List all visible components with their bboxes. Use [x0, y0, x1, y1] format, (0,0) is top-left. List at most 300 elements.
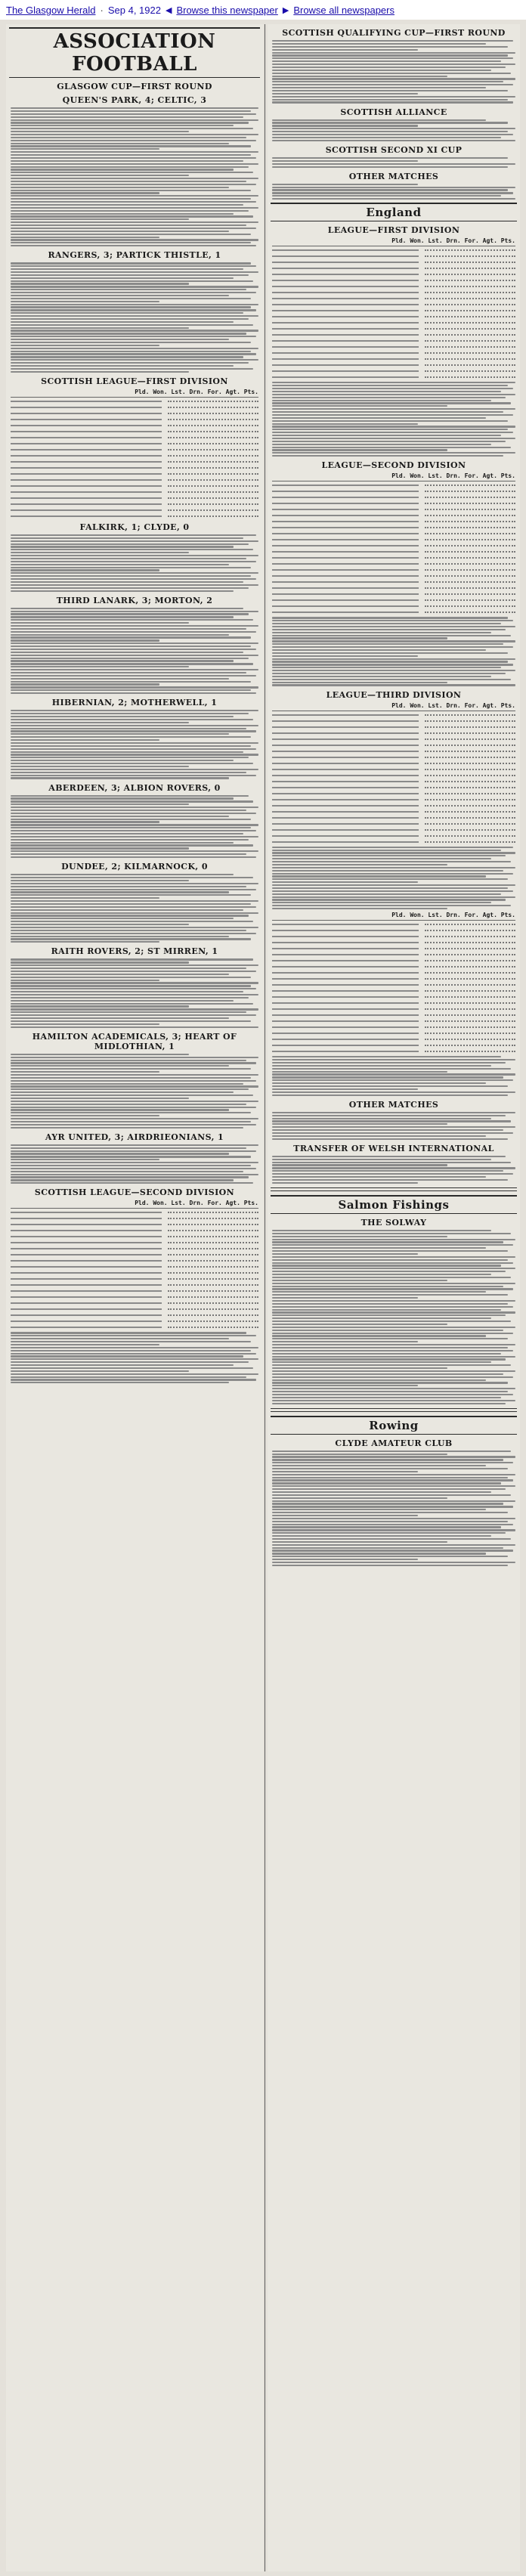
- team-name-line: [272, 521, 419, 522]
- text-line: [11, 757, 249, 758]
- team-name-line: [11, 413, 162, 414]
- newspaper-page: [0, 20, 526, 2576]
- text-line: [272, 1529, 515, 1531]
- text-line: [272, 1271, 506, 1272]
- article-text: [11, 107, 258, 246]
- text-line: [272, 1541, 447, 1543]
- text-line: [11, 1376, 246, 1378]
- stats-line: [425, 799, 515, 802]
- stats-line: [425, 262, 515, 265]
- text-line: [11, 742, 258, 744]
- table-row: [272, 265, 515, 271]
- text-line: [272, 1358, 506, 1360]
- text-line: [272, 1367, 447, 1369]
- text-line: [272, 84, 513, 85]
- stats-line: [425, 515, 515, 518]
- arrow-left-icon[interactable]: ◀: [165, 5, 172, 15]
- stats-line: [168, 1308, 258, 1311]
- stats-line: [168, 516, 258, 519]
- article-text: [11, 534, 258, 592]
- text-line: [11, 1077, 251, 1079]
- text-line: [11, 1182, 253, 1184]
- text-line: [11, 160, 243, 162]
- team-name-line: [272, 757, 419, 758]
- text-line: [272, 385, 508, 386]
- text-line: [272, 1286, 503, 1287]
- team-name-line: [272, 726, 419, 728]
- stats-line: [168, 449, 258, 452]
- table-row: [11, 428, 258, 434]
- team-name-line: [272, 581, 419, 583]
- team-name-line: [11, 1278, 162, 1280]
- team-name-line: [11, 1248, 162, 1249]
- table-row: [11, 1269, 258, 1275]
- text-line: [11, 239, 258, 240]
- table-row: [272, 993, 515, 999]
- table-row: [272, 808, 515, 814]
- stats-line: [425, 503, 515, 506]
- text-line: [272, 1477, 508, 1478]
- text-line: [11, 198, 251, 200]
- stats-line: [425, 960, 515, 963]
- text-line: [272, 1135, 486, 1137]
- team-name-line: [272, 793, 419, 794]
- text-line: [11, 558, 246, 559]
- table-row: [272, 590, 515, 596]
- text-line: [11, 1065, 229, 1067]
- text-line: [272, 1394, 513, 1395]
- text-line: [11, 292, 256, 293]
- table-row: [272, 355, 515, 361]
- table-heading: SCOTTISH LEAGUE—SECOND DIVISION: [34, 1187, 235, 1198]
- stats-line: [425, 593, 515, 596]
- table-row: [272, 307, 515, 313]
- text-line: [11, 1023, 159, 1025]
- text-line: [272, 67, 506, 68]
- text-line: [11, 1370, 189, 1372]
- stats-line: [425, 757, 515, 760]
- text-line: [11, 672, 246, 673]
- text-line: [11, 810, 246, 811]
- team-name-line: [11, 467, 162, 469]
- text-line: [272, 1538, 511, 1540]
- article-text: [11, 1332, 258, 1383]
- team-name-line: [11, 491, 162, 493]
- team-name-line: [272, 485, 419, 486]
- team-name-line: [272, 835, 419, 837]
- team-name-line: [11, 1296, 162, 1298]
- stats-line: [425, 292, 515, 295]
- stats-line: [168, 479, 258, 482]
- team-name-line: [272, 714, 419, 716]
- section-heading: HAMILTON ACADEMICALS, 3; HEART OF MIDLOTHIAN, 1: [32, 1031, 237, 1051]
- text-line: [11, 839, 249, 841]
- table-row: [272, 518, 515, 524]
- text-line: [272, 1120, 511, 1122]
- text-line: [11, 958, 253, 960]
- table-rows: [272, 246, 515, 379]
- table-row: [272, 729, 515, 735]
- text-line: [11, 1121, 251, 1122]
- table-row: [272, 711, 515, 717]
- article-text: [11, 1054, 258, 1129]
- stats-line: [168, 1242, 258, 1245]
- table-row: [272, 271, 515, 277]
- table-row: [272, 826, 515, 832]
- text-line: [272, 46, 508, 48]
- text-line: [11, 977, 251, 978]
- team-name-line: [272, 1014, 419, 1016]
- text-line: [11, 813, 256, 814]
- table-row: [272, 337, 515, 343]
- text-line: [272, 1262, 513, 1264]
- text-line: [11, 348, 258, 349]
- separator: ·: [100, 4, 104, 16]
- text-line: [11, 564, 229, 565]
- text-line: [272, 887, 508, 889]
- text-line: [272, 632, 491, 633]
- text-line: [272, 873, 513, 875]
- text-line: [272, 1294, 508, 1296]
- stats-line: [425, 996, 515, 999]
- team-name-line: [11, 1242, 162, 1243]
- article-text: [272, 1451, 515, 1566]
- team-name-line: [272, 364, 419, 366]
- text-line: [272, 1400, 515, 1401]
- team-name-line: [11, 473, 162, 475]
- text-line: [11, 543, 249, 545]
- text-line: [11, 769, 258, 770]
- team-name-line: [272, 1033, 419, 1034]
- article-text: [11, 795, 258, 859]
- text-line: [272, 90, 508, 91]
- section-heading: RANGERS, 3; PARTICK THISTLE, 1: [48, 250, 221, 261]
- stats-line: [425, 545, 515, 548]
- text-line: [11, 137, 246, 138]
- table-row: [272, 608, 515, 615]
- article-text: [11, 958, 258, 1027]
- text-line: [272, 1468, 508, 1469]
- stats-line: [425, 936, 515, 939]
- stats-line: [425, 358, 515, 361]
- text-line: [11, 271, 258, 273]
- stats-line: [168, 1278, 258, 1281]
- team-name-line: [272, 769, 419, 770]
- table-row: [11, 512, 258, 519]
- team-name-line: [272, 545, 419, 546]
- text-line: [272, 60, 501, 62]
- text-line: [272, 426, 515, 427]
- text-line: [272, 400, 491, 401]
- team-name-line: [272, 984, 419, 986]
- text-line: [11, 728, 246, 729]
- text-line: [11, 613, 249, 615]
- text-line: [11, 775, 256, 776]
- table-row: [11, 1239, 258, 1245]
- section-heading: LEAGUE—SECOND DIVISION: [321, 460, 466, 471]
- text-line: [272, 429, 508, 430]
- text-line: [272, 1512, 508, 1513]
- team-name-line: [272, 551, 419, 553]
- text-line: [11, 1335, 256, 1336]
- table-row: [272, 939, 515, 945]
- text-line: [11, 215, 253, 217]
- table-row: [11, 1275, 258, 1281]
- text-line: [272, 1465, 486, 1466]
- stats-line: [425, 364, 515, 367]
- text-line: [11, 1382, 229, 1383]
- team-name-line: [11, 1302, 162, 1304]
- article-text: [272, 1156, 515, 1184]
- text-line: [272, 1182, 418, 1184]
- text-line: [11, 669, 258, 670]
- text-line: [272, 128, 515, 129]
- text-line: [272, 643, 503, 645]
- text-line: [272, 1259, 508, 1261]
- stats-line: [168, 431, 258, 434]
- text-line: [11, 148, 159, 150]
- browse-paper-link[interactable]: Browse this newspaper: [176, 4, 278, 16]
- stats-line: [425, 972, 515, 975]
- table-row: [272, 766, 515, 772]
- text-line: [11, 833, 243, 834]
- text-line: [272, 1241, 503, 1243]
- text-line: [272, 861, 511, 862]
- text-line: [11, 903, 251, 905]
- text-line: [11, 877, 253, 878]
- table-row: [272, 584, 515, 590]
- text-line: [11, 351, 251, 352]
- text-line: [11, 883, 258, 884]
- table-row: [272, 530, 515, 536]
- masthead-rowing: Rowing: [271, 1416, 517, 1435]
- team-name-line: [272, 328, 419, 330]
- text-line: [11, 631, 256, 633]
- text-line: [272, 1268, 515, 1269]
- team-name-line: [272, 1039, 419, 1040]
- table-row: [11, 506, 258, 512]
- text-line: [272, 1303, 508, 1305]
- text-line: [272, 444, 491, 445]
- text-line: [272, 166, 508, 168]
- text-line: [11, 816, 229, 817]
- text-line: [11, 213, 234, 215]
- text-line: [11, 1174, 258, 1175]
- text-line: [272, 394, 515, 395]
- team-name-line: [11, 1236, 162, 1237]
- text-line: [272, 1288, 513, 1290]
- stats-line: [425, 930, 515, 933]
- section-heading: TRANSFER OF WELSH INTERNATIONAL: [293, 1143, 494, 1153]
- text-line: [11, 985, 251, 986]
- text-line: [272, 441, 506, 442]
- team-name-line: [272, 509, 419, 510]
- text-line: [11, 304, 258, 305]
- text-line: [11, 1054, 189, 1055]
- text-line: [272, 1132, 513, 1134]
- text-line: [11, 265, 256, 267]
- table-row: [272, 313, 515, 319]
- team-name-line: [272, 990, 419, 992]
- section-heading: THIRD LANARK, 3; MORTON, 2: [56, 595, 213, 605]
- section-subheading: QUEEN'S PARK, 4; CELTIC, 3: [62, 95, 207, 105]
- text-line: [11, 652, 243, 653]
- team-name-line: [272, 978, 419, 980]
- stats-line: [168, 443, 258, 446]
- stats-line: [168, 503, 258, 506]
- text-line: [272, 867, 515, 868]
- table-row: [272, 969, 515, 975]
- text-line: [272, 679, 511, 680]
- team-name-line: [11, 516, 162, 517]
- table-row: [11, 404, 258, 410]
- team-name-line: [11, 461, 162, 463]
- text-line: [11, 850, 258, 852]
- text-line: [11, 1150, 256, 1152]
- stats-line: [425, 978, 515, 981]
- stats-line: [425, 738, 515, 742]
- text-line: [272, 87, 486, 88]
- text-line: [272, 1062, 506, 1064]
- team-name-line: [11, 485, 162, 487]
- text-line: [11, 655, 258, 656]
- stats-line: [425, 334, 515, 337]
- stats-line: [425, 841, 515, 844]
- results-list: [272, 157, 515, 168]
- text-line: [11, 540, 258, 542]
- table-row: [272, 945, 515, 951]
- text-line: [11, 760, 234, 761]
- table-row: [272, 1011, 515, 1017]
- text-line: [272, 623, 501, 624]
- text-line: [11, 172, 253, 173]
- stats-line: [168, 485, 258, 488]
- stats-line: [168, 1290, 258, 1293]
- text-line: [272, 96, 515, 98]
- text-line: [11, 639, 159, 641]
- double-rule: [271, 1187, 517, 1191]
- section-heading: AYR UNITED, 3; AIRDRIEONIANS, 1: [45, 1132, 224, 1142]
- team-name-line: [11, 431, 162, 432]
- text-line: [11, 368, 253, 370]
- text-line: [272, 1091, 515, 1093]
- text-line: [11, 1347, 258, 1348]
- stats-line: [425, 720, 515, 723]
- text-line: [11, 295, 229, 296]
- table-rows: [11, 1209, 258, 1330]
- league-table: [272, 912, 515, 1054]
- text-line: [272, 670, 515, 671]
- text-line: [272, 899, 506, 900]
- results-list: [272, 617, 515, 686]
- text-line: [272, 1082, 486, 1084]
- text-line: [11, 733, 229, 735]
- text-line: [272, 646, 513, 648]
- team-name-line: [272, 805, 419, 807]
- text-line: [272, 1350, 513, 1351]
- text-line: [11, 286, 258, 287]
- text-line: [272, 1515, 418, 1516]
- text-line: [272, 626, 515, 627]
- text-line: [11, 1014, 256, 1016]
- table-row: [272, 742, 515, 748]
- text-line: [11, 356, 243, 358]
- text-line: [11, 157, 256, 159]
- team-name-line: [272, 599, 419, 601]
- text-line: [11, 567, 251, 568]
- text-line: [11, 1091, 234, 1093]
- text-line: [11, 1104, 246, 1105]
- text-line: [272, 402, 511, 404]
- text-line: [272, 629, 506, 630]
- stats-line: [425, 376, 515, 379]
- table-row: [272, 602, 515, 608]
- text-line: [11, 827, 251, 828]
- stats-line: [425, 322, 515, 325]
- text-line: [11, 819, 251, 820]
- text-line: [11, 915, 249, 916]
- table-row: [11, 1281, 258, 1287]
- browse-all-link[interactable]: Browse all newspapers: [293, 4, 394, 16]
- text-line: [272, 1277, 511, 1278]
- table-row: [11, 1293, 258, 1299]
- team-name-line: [11, 1266, 162, 1268]
- text-line: [11, 113, 256, 115]
- text-line: [11, 678, 229, 680]
- text-line: [272, 890, 513, 892]
- team-name-line: [11, 1212, 162, 1213]
- text-line: [11, 1062, 256, 1064]
- table-row: [11, 416, 258, 422]
- stats-line: [425, 310, 515, 313]
- table-row: [272, 999, 515, 1005]
- text-line: [272, 1059, 515, 1060]
- text-line: [272, 43, 486, 45]
- text-line: [11, 228, 256, 229]
- section-heading: GLASGOW CUP—FIRST ROUND: [57, 82, 212, 91]
- text-line: [11, 353, 256, 355]
- team-name-line: [272, 799, 419, 800]
- table-row: [272, 1029, 515, 1036]
- text-line: [11, 321, 234, 323]
- stats-line: [425, 829, 515, 832]
- text-line: [11, 245, 256, 246]
- text-line: [11, 549, 253, 550]
- team-name-line: [11, 1260, 162, 1262]
- text-line: [272, 1488, 506, 1490]
- team-name-line: [11, 509, 162, 511]
- text-line: [11, 584, 258, 586]
- text-line: [272, 408, 515, 410]
- text-line: [272, 49, 418, 51]
- text-line: [11, 889, 256, 890]
- text-line: [272, 134, 513, 135]
- text-line: [11, 301, 159, 302]
- stats-line: [425, 1051, 515, 1054]
- team-name-line: [272, 352, 419, 354]
- table-row: [11, 446, 258, 452]
- text-line: [11, 1338, 229, 1339]
- arrow-right-icon[interactable]: ▶: [282, 5, 289, 15]
- stats-line: [168, 1272, 258, 1275]
- text-line: [11, 844, 253, 846]
- paper-link[interactable]: The Glasgow Herald: [6, 4, 96, 16]
- text-line: [272, 1500, 515, 1502]
- text-line: [272, 1056, 501, 1057]
- text-line: [11, 318, 249, 320]
- stats-line: [425, 763, 515, 766]
- text-line: [272, 1179, 508, 1181]
